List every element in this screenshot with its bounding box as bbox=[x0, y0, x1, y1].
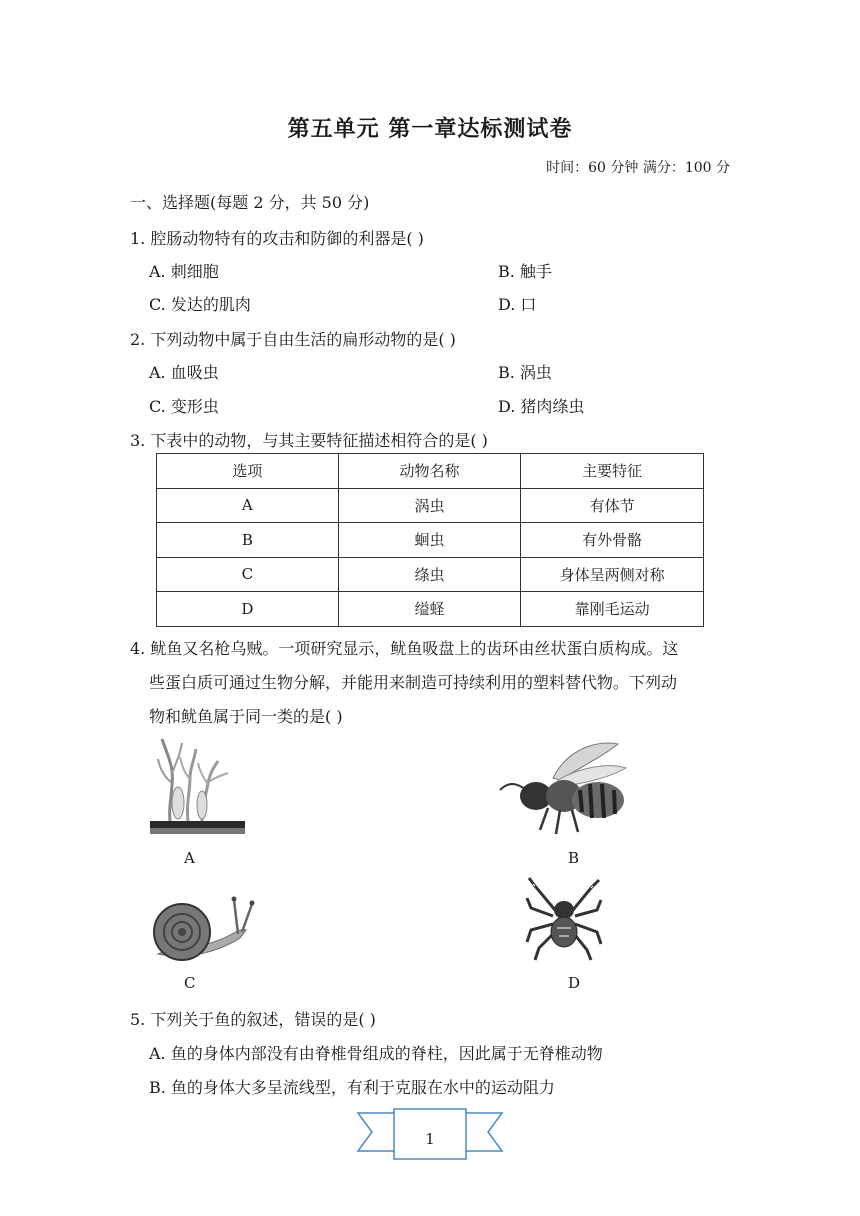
image-label-d: D bbox=[568, 974, 581, 992]
question-1-option-a: A. 刺细胞 bbox=[149, 262, 219, 281]
question-1-option-b: B. 触手 bbox=[498, 262, 552, 281]
table-row bbox=[157, 557, 704, 592]
question-1-option-d: D. 口 bbox=[498, 295, 537, 314]
question-5-option-a: A. 鱼的身体内部没有由脊椎骨组成的脊柱，因此属于无脊椎动物 bbox=[149, 1044, 603, 1063]
spider-icon bbox=[525, 876, 603, 962]
table-row bbox=[157, 592, 704, 627]
question-4-stem-line-2: 些蛋白质可通过生物分解，并能用来制造可持续利用的塑料替代物。下列动 bbox=[149, 673, 678, 692]
table-cell: 绦虫 bbox=[338, 557, 521, 592]
table-cell: 蛔虫 bbox=[338, 523, 521, 558]
table-cell: A bbox=[157, 488, 339, 523]
table-cell: D bbox=[157, 592, 339, 627]
question-2-stem: 2. 下列动物中属于自由生活的扁形动物的是( ) bbox=[130, 330, 456, 349]
question-2-option-a: A. 血吸虫 bbox=[149, 363, 219, 382]
question-2-option-c: C. 变形虫 bbox=[149, 397, 219, 416]
table-cell: 涡虫 bbox=[338, 488, 521, 523]
exam-meta: 时间：60 分钟 满分：100 分 bbox=[546, 160, 730, 176]
table-cell: 靠刚毛运动 bbox=[521, 592, 704, 627]
question-1-stem: 1. 腔肠动物特有的攻击和防御的利器是( ) bbox=[130, 229, 424, 248]
table-header-cell: 选项 bbox=[157, 454, 339, 489]
table-cell: 缢蛏 bbox=[338, 592, 521, 627]
table-cell: C bbox=[157, 557, 339, 592]
question-5-option-b: B. 鱼的身体大多呈流线型，有利于克服在水中的运动阻力 bbox=[149, 1078, 555, 1097]
question-3-stem: 3. 下表中的动物，与其主要特征描述相符合的是( ) bbox=[130, 431, 488, 450]
hydra-icon bbox=[150, 733, 245, 837]
section-heading: 一、选择题(每题 2 分，共 50 分) bbox=[130, 193, 370, 212]
question-3-table bbox=[156, 453, 704, 627]
table-cell: 有外骨骼 bbox=[521, 523, 704, 558]
snail-icon bbox=[148, 890, 256, 962]
question-4-stem-line-1: 4. 鱿鱼又名枪乌贼。一项研究显示，鱿鱼吸盘上的齿环由丝状蛋白质构成。这 bbox=[130, 639, 679, 658]
page-number: 1 bbox=[425, 1130, 435, 1148]
image-label-b: B bbox=[568, 849, 580, 867]
table-header-row bbox=[157, 454, 704, 489]
question-1-option-c: C. 发达的肌肉 bbox=[149, 295, 251, 314]
question-2-option-d: D. 猪肉绦虫 bbox=[498, 397, 585, 416]
table-header-cell: 动物名称 bbox=[338, 454, 521, 489]
page-title: 第五单元 第一章达标测试卷 bbox=[287, 117, 573, 142]
table-cell: 身体呈两侧对称 bbox=[521, 557, 704, 592]
question-5-stem: 5. 下列关于鱼的叙述，错误的是( ) bbox=[130, 1010, 376, 1029]
table-cell: B bbox=[157, 523, 339, 558]
bee-icon bbox=[498, 738, 633, 838]
table-header-cell: 主要特征 bbox=[521, 454, 704, 489]
table-row bbox=[157, 488, 704, 523]
table-cell: 有体节 bbox=[521, 488, 704, 523]
image-label-a: A bbox=[184, 849, 195, 867]
image-label-c: C bbox=[184, 974, 196, 992]
question-2-option-b: B. 涡虫 bbox=[498, 363, 552, 382]
table-row bbox=[157, 523, 704, 558]
question-4-stem-line-3: 物和鱿鱼属于同一类的是( ) bbox=[149, 707, 343, 726]
